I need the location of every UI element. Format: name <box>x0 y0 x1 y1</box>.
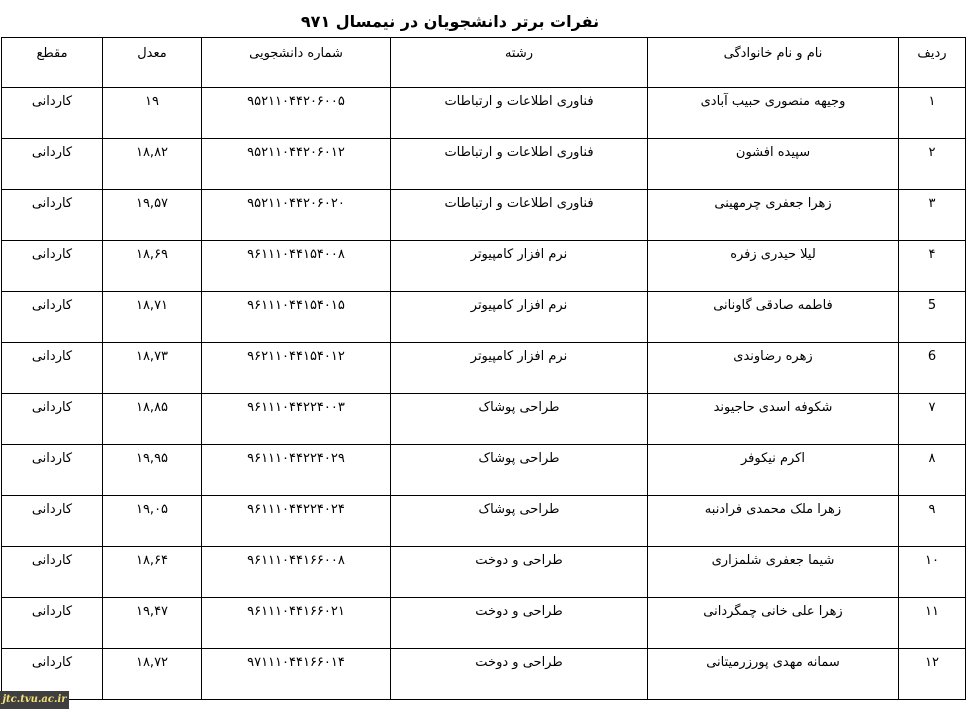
cell-field: طراحی پوشاک <box>391 496 648 547</box>
table-row <box>2 88 966 139</box>
cell-field: طراحی و دوخت <box>391 649 648 700</box>
cell-field: فناوری اطلاعات و ارتباطات <box>391 139 648 190</box>
cell-average: ۱۹ <box>103 88 202 139</box>
cell-field: نرم افزار کامپیوتر <box>391 343 648 394</box>
site-logo[interactable]: jtc.tvu.ac.ir <box>0 691 69 709</box>
cell-student-number: ۹۶۱۱۱۰۴۴۲۲۴۰۲۴ <box>202 496 391 547</box>
cell-radif: 5 <box>899 292 966 343</box>
header-name: نام و نام خانوادگی <box>648 38 899 88</box>
cell-name: اکرم نیکوفر <box>648 445 899 496</box>
cell-field: فناوری اطلاعات و ارتباطات <box>391 88 648 139</box>
cell-level: کاردانی <box>2 292 103 343</box>
header-student-number: شماره دانشجویی <box>202 38 391 88</box>
cell-name: فاطمه صادقی گاونانی <box>648 292 899 343</box>
cell-average: ۱۸,۷۱ <box>103 292 202 343</box>
cell-level: کاردانی <box>2 547 103 598</box>
header-average: معدل <box>103 38 202 88</box>
cell-field: طراحی پوشاک <box>391 394 648 445</box>
cell-name: شکوفه اسدی حاجیوند <box>648 394 899 445</box>
cell-level: کاردانی <box>2 496 103 547</box>
cell-radif: ۸ <box>899 445 966 496</box>
cell-student-number: ۹۶۱۱۱۰۴۴۱۶۶۰۰۸ <box>202 547 391 598</box>
cell-average: ۱۸,۶۹ <box>103 241 202 292</box>
cell-level: کاردانی <box>2 343 103 394</box>
cell-average: ۱۸,۷۲ <box>103 649 202 700</box>
cell-average: ۱۹,۹۵ <box>103 445 202 496</box>
header-level: مقطع <box>2 38 103 88</box>
table-row <box>2 139 966 190</box>
table-row <box>2 598 966 649</box>
cell-name: شیما جعفری شلمزاری <box>648 547 899 598</box>
cell-name: زهرا جعفری چرمهینی <box>648 190 899 241</box>
cell-student-number: ۹۵۲۱۱۰۴۴۲۰۶۰۲۰ <box>202 190 391 241</box>
cell-level: کاردانی <box>2 598 103 649</box>
table-row <box>2 649 966 700</box>
cell-field: نرم افزار کامپیوتر <box>391 292 648 343</box>
cell-radif: ۱۱ <box>899 598 966 649</box>
cell-level: کاردانی <box>2 445 103 496</box>
cell-student-number: ۹۵۲۱۱۰۴۴۲۰۶۰۰۵ <box>202 88 391 139</box>
cell-name: زهرا علی خانی چمگردانی <box>648 598 899 649</box>
cell-name: سمانه مهدی پورزرمیتانی <box>648 649 899 700</box>
cell-average: ۱۹,۰۵ <box>103 496 202 547</box>
cell-level: کاردانی <box>2 190 103 241</box>
table-row <box>2 241 966 292</box>
cell-radif: ۹ <box>899 496 966 547</box>
page-title: نفرات برتر دانشجویان در نیمسال ۹۷۱ <box>300 12 600 31</box>
table-row <box>2 445 966 496</box>
cell-field: طراحی پوشاک <box>391 445 648 496</box>
cell-radif: ۱ <box>899 88 966 139</box>
cell-student-number: ۹۶۱۱۱۰۴۴۲۲۴۰۲۹ <box>202 445 391 496</box>
cell-name: سپیده افشون <box>648 139 899 190</box>
cell-field: فناوری اطلاعات و ارتباطات <box>391 190 648 241</box>
table-row <box>2 343 966 394</box>
cell-average: ۱۹,۴۷ <box>103 598 202 649</box>
cell-field: طراحی و دوخت <box>391 547 648 598</box>
cell-name: زهرا ملک محمدی فرادنبه <box>648 496 899 547</box>
cell-level: کاردانی <box>2 394 103 445</box>
cell-name: وجیهه منصوری حبیب آبادی <box>648 88 899 139</box>
cell-average: ۱۸,۸۲ <box>103 139 202 190</box>
header-field: رشته <box>391 38 648 88</box>
students-table <box>1 37 966 700</box>
cell-average: ۱۸,۶۴ <box>103 547 202 598</box>
cell-student-number: ۹۷۱۱۱۰۴۴۱۶۶۰۱۴ <box>202 649 391 700</box>
cell-average: ۱۹,۵۷ <box>103 190 202 241</box>
cell-radif: ۱۲ <box>899 649 966 700</box>
cell-name: زهره رضاوندی <box>648 343 899 394</box>
cell-level: کاردانی <box>2 88 103 139</box>
cell-field: طراحی و دوخت <box>391 598 648 649</box>
table-header-row <box>2 38 966 88</box>
header-radif: ردیف <box>899 38 966 88</box>
cell-student-number: ۹۶۱۱۱۰۴۴۱۶۶۰۲۱ <box>202 598 391 649</box>
cell-radif: ۷ <box>899 394 966 445</box>
cell-average: ۱۸,۷۳ <box>103 343 202 394</box>
cell-student-number: ۹۶۱۱۱۰۴۴۱۵۴۰۱۵ <box>202 292 391 343</box>
cell-radif: ۱۰ <box>899 547 966 598</box>
cell-student-number: ۹۶۱۱۱۰۴۴۲۲۴۰۰۳ <box>202 394 391 445</box>
table-row <box>2 292 966 343</box>
table-row <box>2 394 966 445</box>
cell-student-number: ۹۵۲۱۱۰۴۴۲۰۶۰۱۲ <box>202 139 391 190</box>
cell-average: ۱۸,۸۵ <box>103 394 202 445</box>
cell-name: لیلا حیدری زفره <box>648 241 899 292</box>
cell-field: نرم افزار کامپیوتر <box>391 241 648 292</box>
cell-level: کاردانی <box>2 649 103 700</box>
table-row <box>2 496 966 547</box>
table-row <box>2 190 966 241</box>
cell-student-number: ۹۶۲۱۱۰۴۴۱۵۴۰۱۲ <box>202 343 391 394</box>
table-row <box>2 547 966 598</box>
cell-radif: 6 <box>899 343 966 394</box>
cell-radif: ۳ <box>899 190 966 241</box>
cell-level: کاردانی <box>2 241 103 292</box>
cell-radif: ۲ <box>899 139 966 190</box>
cell-level: کاردانی <box>2 139 103 190</box>
cell-student-number: ۹۶۱۱۱۰۴۴۱۵۴۰۰۸ <box>202 241 391 292</box>
cell-radif: ۴ <box>899 241 966 292</box>
